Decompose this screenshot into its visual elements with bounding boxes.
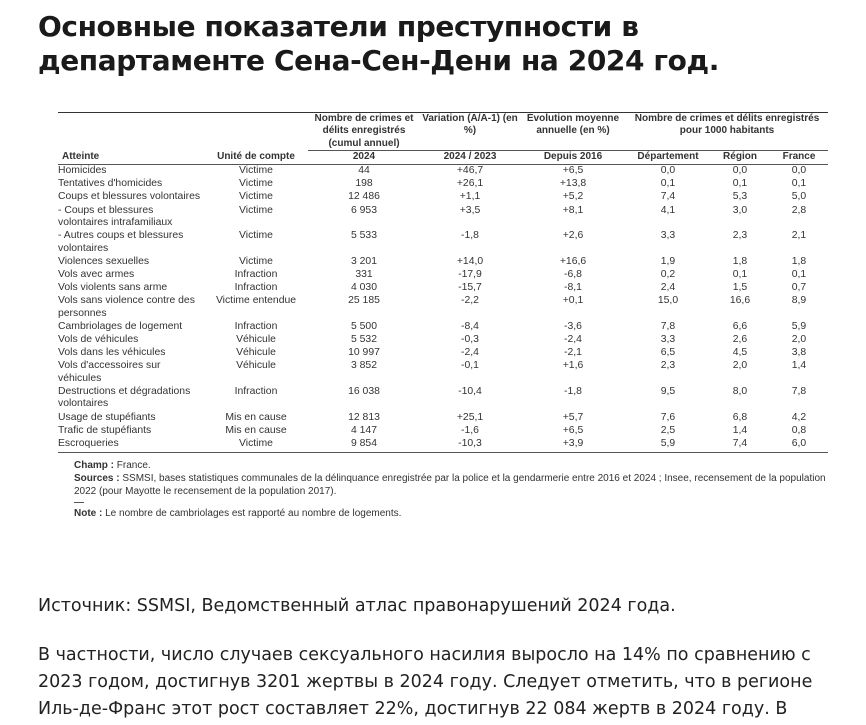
row-departement-rate: 0,0	[660, 165, 676, 177]
row-label: Vols d'accessoires sur véhicules	[58, 360, 161, 384]
table-row	[58, 438, 828, 453]
row-evolution: +0,1	[562, 295, 584, 307]
row-evolution: +13,8	[559, 178, 587, 190]
row-france-rate: 0,1	[791, 178, 807, 190]
row-count: 5 532	[350, 334, 377, 346]
row-label: Vols sans violence contre des personnes	[58, 295, 195, 319]
row-evolution: +8,1	[562, 204, 584, 216]
row-count: 331	[355, 268, 373, 280]
header-region: Région	[710, 151, 770, 164]
row-region-rate: 6,8	[732, 411, 748, 423]
row-unit: Victime	[239, 165, 273, 177]
row-departement-rate: 0,1	[660, 178, 676, 190]
row-departement-rate: 15,0	[657, 295, 679, 307]
row-unit: Victime	[239, 230, 273, 242]
row-count: 12 813	[348, 411, 380, 423]
row-variation: -8,4	[461, 320, 479, 332]
article-paragraph: В частности, число случаев сексуального насилия выросло на 14% по сравнению с 2023 годом, достигнув 3201 жертвы в 2024 году. Следует отметить, что в регионе Иль-де-Франс этот рост составляет 22%, достигнув 22 084 жертв в 2024 году. В	[38, 645, 813, 719]
crime-statistics-table	[58, 112, 828, 453]
row-unit: Infraction	[234, 320, 278, 332]
row-label: Vols avec armes	[58, 268, 135, 280]
row-departement-rate: 3,3	[660, 230, 676, 242]
note-divider	[74, 502, 84, 503]
row-label: - Autres coups et blessures volontaires	[58, 230, 184, 254]
row-departement-rate: 5,9	[626, 438, 710, 453]
row-region-rate: 5,3	[732, 191, 748, 203]
row-region-rate: 6,6	[732, 320, 748, 332]
row-count: 5 500	[350, 320, 377, 332]
table-row	[58, 360, 828, 386]
row-evolution: -2,1	[564, 347, 582, 359]
row-evolution: +5,7	[562, 411, 584, 423]
row-region-rate: 7,4	[710, 438, 770, 453]
header-blank	[58, 113, 308, 151]
row-unit: Mis en cause	[225, 424, 287, 436]
row-france-rate: 2,1	[791, 230, 807, 242]
row-region-rate: 2,0	[732, 360, 748, 372]
row-departement-rate: 6,5	[660, 347, 676, 359]
row-count: 12 486	[348, 191, 380, 203]
table-row	[58, 411, 828, 424]
table-row	[58, 334, 828, 347]
row-region-rate: 0,1	[732, 268, 748, 280]
table-row	[58, 191, 828, 204]
table-row	[58, 295, 828, 321]
row-departement-rate: 4,1	[660, 204, 676, 216]
row-variation: -1,6	[461, 424, 479, 436]
row-variation: +25,1	[456, 411, 484, 423]
row-variation: -2,2	[461, 295, 479, 307]
row-region-rate: 1,8	[732, 255, 748, 267]
row-evolution: +3,9	[520, 438, 626, 453]
champ-note: Champ : France.	[74, 460, 151, 472]
row-departement-rate: 0,2	[660, 268, 676, 280]
row-departement-rate: 1,9	[660, 255, 676, 267]
row-departement-rate: 9,5	[660, 386, 676, 398]
row-evolution: -8,1	[564, 282, 582, 294]
table-row	[58, 230, 828, 256]
row-label: Vols dans les véhicules	[58, 347, 166, 359]
table-header-group-row	[58, 113, 828, 151]
row-count: 3 201	[350, 255, 377, 267]
table-header-row	[58, 151, 828, 164]
row-region-rate: 2,3	[732, 230, 748, 242]
row-label: Escroqueries	[58, 438, 204, 453]
row-evolution: +6,5	[562, 424, 584, 436]
row-evolution: -2,4	[564, 334, 582, 346]
header-evolution-group: Évolution moyenne annuelle (en %)	[520, 113, 626, 151]
row-evolution: +16,6	[559, 255, 587, 267]
row-label: Homicides	[58, 165, 107, 177]
row-france-rate: 4,2	[791, 411, 807, 423]
row-departement-rate: 7,8	[660, 320, 676, 332]
row-evolution: +5,2	[562, 191, 584, 203]
table-row	[58, 269, 828, 282]
table-row	[58, 204, 828, 230]
row-count: 4 030	[350, 282, 377, 294]
row-unit: Véhicule	[236, 360, 276, 372]
row-count: 44	[358, 165, 370, 177]
table-row	[58, 347, 828, 360]
row-label: Violences sexuelles	[58, 255, 150, 267]
sources-note: Sources : SSMSI, bases statistiques communales de la délinquance enregistrée par la police et la gendarmerie entre 2016 et 2024 ; Insee, recensement de la population 2022 (pour Mayotte le recensement de la population 2017).	[74, 473, 826, 498]
row-region-rate: 0,0	[732, 165, 748, 177]
row-france-rate: 5,9	[791, 320, 807, 332]
row-count: 25 185	[348, 295, 380, 307]
row-count: 9 854	[308, 438, 420, 453]
row-variation: +3,5	[459, 204, 481, 216]
table-row	[58, 321, 828, 334]
row-count: 3 852	[350, 360, 377, 372]
table-notes	[58, 459, 828, 520]
row-label: Coups et blessures volontaires	[58, 191, 201, 203]
row-departement-rate: 7,4	[660, 191, 676, 203]
row-count: 16 038	[348, 386, 380, 398]
row-unit: Infraction	[234, 386, 278, 398]
table-row	[58, 178, 828, 191]
row-france-rate: 6,0	[770, 438, 828, 453]
row-departement-rate: 3,3	[660, 334, 676, 346]
row-region-rate: 1,4	[732, 424, 748, 436]
table-body	[58, 164, 828, 453]
row-unit: Victime entendue	[215, 295, 297, 307]
header-atteinte: Atteinte	[58, 151, 204, 164]
row-unit: Victime	[239, 204, 273, 216]
row-departement-rate: 2,3	[660, 360, 676, 372]
row-france-rate: 2,8	[791, 204, 807, 216]
row-region-rate: 0,1	[732, 178, 748, 190]
row-unit: Victime	[204, 438, 308, 453]
row-label: Trafic de stupéfiants	[58, 424, 152, 436]
table-row	[58, 282, 828, 295]
row-region-rate: 4,5	[732, 347, 748, 359]
row-variation: +26,1	[456, 178, 484, 190]
row-region-rate: 3,0	[732, 204, 748, 216]
row-label: Vols violents sans arme	[58, 282, 168, 294]
row-variation: -15,7	[458, 282, 482, 294]
row-france-rate: 8,9	[791, 295, 807, 307]
row-france-rate: 0,0	[791, 165, 807, 177]
row-label: Vols de véhicules	[58, 334, 139, 346]
row-france-rate: 0,7	[791, 282, 807, 294]
row-variation: +46,7	[456, 165, 484, 177]
header-year: 2024	[308, 151, 420, 164]
row-unit: Véhicule	[236, 347, 276, 359]
row-region-rate: 2,6	[732, 334, 748, 346]
table-row	[58, 255, 828, 268]
header-variation-group: Variation (A/A-1) (en %)	[420, 113, 520, 151]
header-departement: Département	[626, 151, 710, 164]
row-label: Usage de stupéfiants	[58, 411, 156, 423]
header-since: Depuis 2016	[520, 151, 626, 164]
row-variation: -0,3	[461, 334, 479, 346]
row-departement-rate: 7,6	[660, 411, 676, 423]
row-evolution: +6,5	[562, 165, 584, 177]
table-row	[58, 164, 828, 178]
statistics-figure	[58, 112, 828, 520]
row-variation: -10,4	[458, 386, 482, 398]
row-variation: -17,9	[458, 268, 482, 280]
row-unit: Victime	[239, 178, 273, 190]
row-unit: Victime	[239, 191, 273, 203]
row-france-rate: 1,4	[791, 360, 807, 372]
row-count: 10 997	[348, 347, 380, 359]
header-rate-group: Nombre de crimes et délits enregistrés pour 1000 habitants	[626, 113, 828, 151]
row-departement-rate: 2,5	[660, 424, 676, 436]
header-france: France	[770, 151, 828, 164]
row-variation: +1,1	[459, 191, 481, 203]
row-departement-rate: 2,4	[660, 282, 676, 294]
row-evolution: -6,8	[564, 268, 582, 280]
row-france-rate: 2,0	[791, 334, 807, 346]
page-title: Основные показатели преступности в департаменте Сена-Сен-Дени на 2024 год.	[38, 10, 719, 77]
row-france-rate: 0,1	[791, 268, 807, 280]
header-unite: Unité de compte	[204, 151, 308, 164]
row-unit: Mis en cause	[225, 411, 287, 423]
source-caption: Источник: SSMSI, Ведомственный атлас правонарушений 2024 года.	[38, 596, 676, 616]
row-france-rate: 5,0	[791, 191, 807, 203]
row-region-rate: 1,5	[732, 282, 748, 294]
row-count: 4 147	[350, 424, 377, 436]
header-crimes-group: Nombre de crimes et délits enregistrés (cumul annuel)	[308, 113, 420, 151]
table-row	[58, 424, 828, 437]
row-france-rate: 1,8	[791, 255, 807, 267]
row-variation: -0,1	[461, 360, 479, 372]
row-variation: +14,0	[456, 255, 484, 267]
row-variation: -2,4	[461, 347, 479, 359]
row-unit: Infraction	[234, 282, 278, 294]
table-row	[58, 386, 828, 412]
row-unit: Victime	[239, 255, 273, 267]
row-unit: Infraction	[234, 268, 278, 280]
row-unit: Véhicule	[236, 334, 276, 346]
general-note: Note : Le nombre de cambriolages est rapporté au nombre de logements.	[74, 508, 402, 520]
row-france-rate: 0,8	[791, 424, 807, 436]
row-variation: -10,3	[420, 438, 520, 453]
row-label: - Coups et blessures volontaires intrafamiliaux	[58, 204, 173, 228]
row-count: 6 953	[350, 204, 377, 216]
row-evolution: +2,6	[562, 230, 584, 242]
row-count: 198	[355, 178, 373, 190]
row-region-rate: 16,6	[729, 295, 751, 307]
header-period: 2024 / 2023	[420, 151, 520, 164]
row-evolution: -3,6	[564, 320, 582, 332]
row-france-rate: 7,8	[791, 386, 807, 398]
row-label: Cambriolages de logement	[58, 320, 183, 332]
row-variation: -1,8	[461, 230, 479, 242]
row-count: 5 533	[350, 230, 377, 242]
row-evolution: -1,8	[564, 386, 582, 398]
row-region-rate: 8,0	[732, 386, 748, 398]
row-label: Destructions et dégradations volontaires	[58, 386, 191, 410]
row-france-rate: 3,8	[791, 347, 807, 359]
row-evolution: +1,6	[562, 360, 584, 372]
row-label: Tentatives d'homicides	[58, 178, 163, 190]
